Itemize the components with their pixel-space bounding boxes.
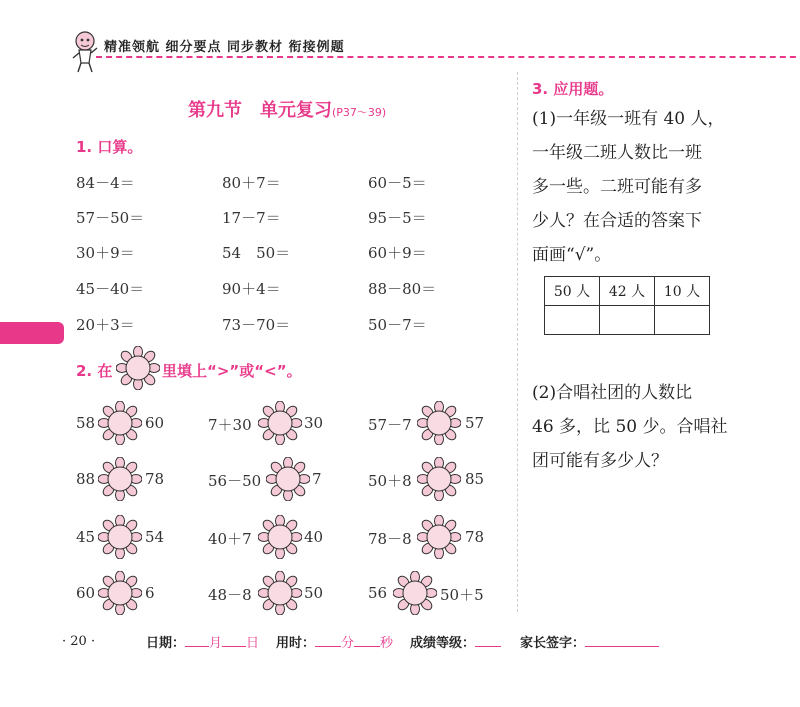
oral-problem: 30＋9＝ [76,244,135,262]
flower-blank-icon[interactable] [258,571,302,615]
oral-problem: 60＋9＝ [368,244,427,262]
footer-signature [520,632,659,651]
oral-problem: 54 50＝ [222,244,291,262]
page-title-text: 第九节 单元复习 [188,100,332,121]
month-unit: 月 [209,636,223,651]
answer-cell[interactable] [545,306,600,335]
oral-problem: 57－50＝ [76,209,145,227]
section1-heading: 1. 口算。 [76,138,143,156]
flower-blank-icon[interactable] [98,515,142,559]
oral-problem: 17－7＝ [222,209,281,227]
oral-problem: 90＋4＝ [222,280,281,298]
compare-left: 58 [76,414,96,432]
footer-time [276,632,393,651]
compare-left: 40＋7 [208,530,252,548]
oral-problem: 73－70＝ [222,316,291,334]
footer-grade [410,632,501,651]
answer-table [544,276,710,335]
compare-right: 60 [145,414,165,432]
section2-heading-start: 2. 在 [76,362,113,380]
compare-left: 50＋8 [368,472,412,490]
compare-left: 56 [368,584,388,602]
compare-right: 50 [304,584,324,602]
flower-blank-icon [116,346,160,390]
flower-blank-icon[interactable] [258,515,302,559]
flower-blank-icon[interactable] [266,457,310,501]
flower-blank-icon[interactable] [417,515,461,559]
oral-problem: 20＋3＝ [76,316,135,334]
problem-1-line: 少人？在合适的答案下 [532,211,702,231]
flower-blank-icon[interactable] [258,401,302,445]
footer-date [146,632,259,651]
oral-problem: 88－80＝ [368,280,437,298]
oral-problem: 84－4＝ [76,174,135,192]
compare-left: 7＋30 [208,416,252,434]
compare-left: 45 [76,528,96,546]
problem-2-line: (2)合唱社团的人数比 [532,383,693,403]
flower-blank-icon[interactable] [98,571,142,615]
compare-right: 50＋5 [440,586,484,604]
grade-label: 成绩等级： [410,636,476,651]
problem-1-line: 面画“√”。 [532,245,612,265]
oral-problem: 60－5＝ [368,174,427,192]
compare-left: 56－50 [208,472,262,490]
problem-2-line: 46 多，比 50 少。合唱社 [532,417,728,437]
minute-unit: 分 [341,636,355,651]
month-blank[interactable] [185,646,209,647]
compare-right: 30 [304,414,324,432]
page-number: · 20 · [62,634,96,649]
minute-blank[interactable] [315,646,341,647]
mascot-icon [70,30,100,74]
side-tab [0,322,64,344]
flower-blank-icon[interactable] [417,401,461,445]
page-title-pages: (P37～39) [332,106,387,119]
column-divider [517,72,518,612]
compare-left: 60 [76,584,96,602]
problem-1-text [532,102,782,272]
compare-right: 6 [145,584,155,602]
section2-heading-end: 里填上“>”或“<”。 [162,362,302,380]
grade-blank[interactable] [475,646,501,647]
oral-problem: 50－7＝ [368,316,427,334]
oral-problem: 80＋7＝ [222,174,281,192]
header-divider [96,56,800,62]
second-unit: 秒 [380,636,394,651]
problem-2-text [532,376,782,478]
problem-1-line: 一年级二班人数比一班 [532,143,702,163]
answer-option: 42 人 [600,277,655,306]
compare-left: 57－7 [368,416,412,434]
compare-left: 88 [76,470,96,488]
answer-option: 10 人 [655,277,710,306]
flower-blank-icon[interactable] [98,401,142,445]
flower-blank-icon[interactable] [393,571,437,615]
answer-cell[interactable] [655,306,710,335]
problem-1-line: (1)一年级一班有 40 人， [532,109,725,129]
flower-blank-icon[interactable] [417,457,461,501]
problem-1-line: 多一些。二班可能有多 [532,177,702,197]
compare-right: 78 [465,528,485,546]
oral-problem: 45－40＝ [76,280,145,298]
compare-right: 57 [465,414,485,432]
problem-2-line: 团可能有多少人？ [532,451,668,471]
compare-right: 54 [145,528,165,546]
header-slogan: 精准领航 细分要点 同步教材 衔接例题 [104,40,345,55]
compare-left: 78－8 [368,530,412,548]
day-blank[interactable] [222,646,246,647]
compare-left: 48－8 [208,586,252,604]
page-title [188,96,386,122]
compare-right: 7 [312,470,322,488]
compare-right: 85 [465,470,485,488]
section3-heading: 3. 应用题。 [532,80,614,98]
signature-label: 家长签字： [520,636,586,651]
day-unit: 日 [246,636,260,651]
time-label: 用时： [276,636,316,651]
compare-right: 78 [145,470,165,488]
signature-blank[interactable] [585,646,659,647]
date-label: 日期： [146,636,186,651]
compare-right: 40 [304,528,324,546]
second-blank[interactable] [354,646,380,647]
oral-problem: 95－5＝ [368,209,427,227]
flower-blank-icon[interactable] [98,457,142,501]
answer-option: 50 人 [545,277,600,306]
answer-cell[interactable] [600,306,655,335]
